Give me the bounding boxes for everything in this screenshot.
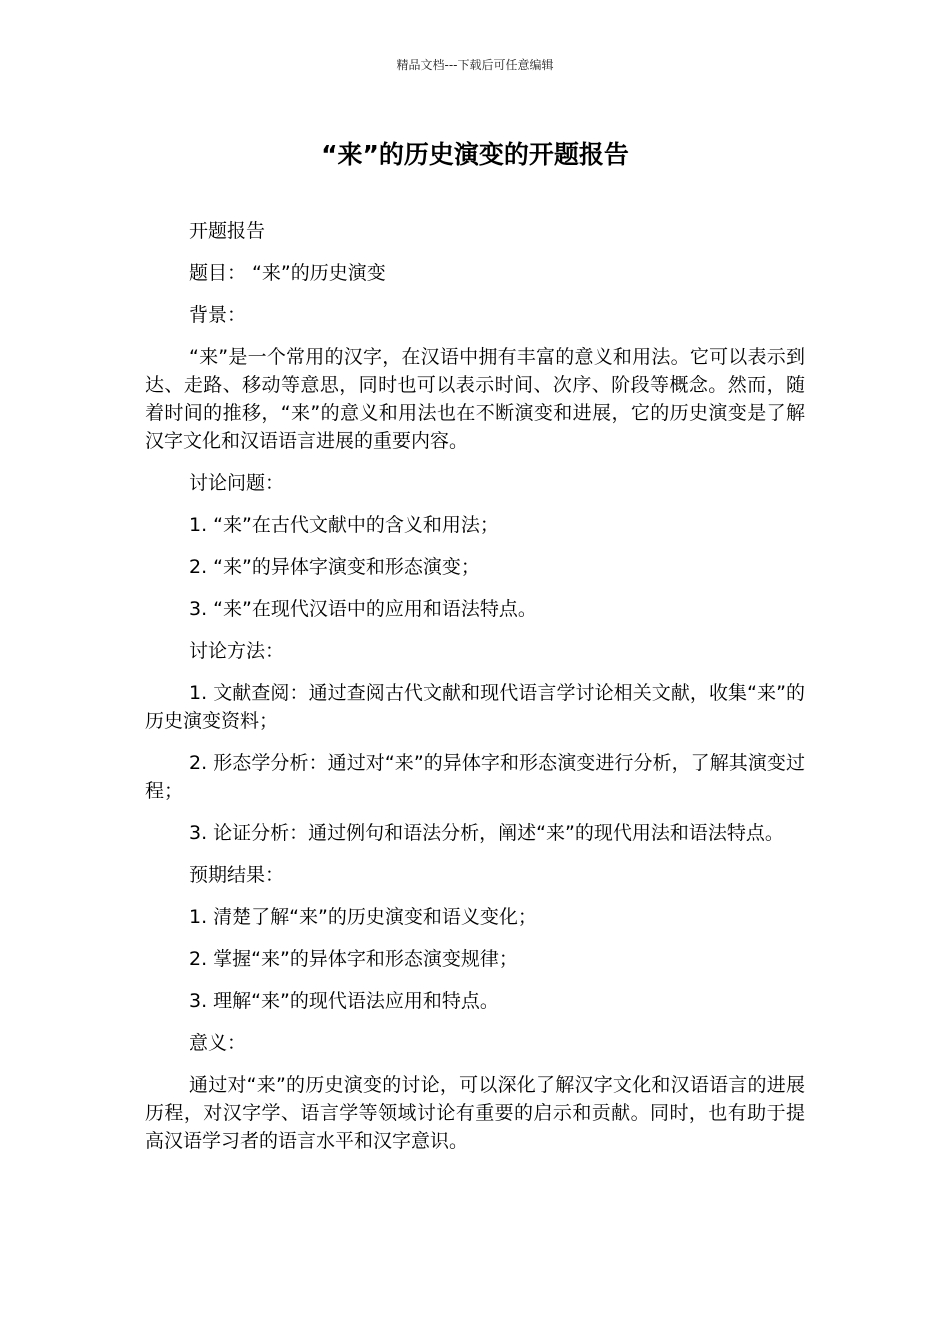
paragraph: 2. “来”的异体字演变和形态演变； <box>189 556 480 578</box>
paragraph: 1. 清楚了解“来”的历史演变和语义变化； <box>189 906 537 928</box>
document-title: “来”的历史演变的开题报告 <box>321 140 629 169</box>
paragraph: 2. 形态学分析：通过对“来”的异体字和形态演变进行分析，了解其演变过程； <box>145 752 805 802</box>
paragraph: 讨论方法： <box>189 640 285 662</box>
paragraph: 讨论问题： <box>189 472 285 494</box>
page-header: 精品文档---下载后可任意编辑 <box>396 58 554 72</box>
paragraph: 开题报告 <box>189 220 266 242</box>
paragraph: 通过对“来”的历史演变的讨论，可以深化了解汉字文化和汉语语言的进展历程，对汉字学、语言学等领域讨论有重要的启示和贡献。同时，也有助于提高汉语学习者的语言水平和汉字意识。 <box>145 1074 805 1152</box>
paragraph: 意义： <box>189 1032 247 1054</box>
paragraph: 背景： <box>189 304 247 326</box>
document-body <box>145 217 805 1169</box>
paragraph: 预期结果： <box>189 864 285 886</box>
paragraph: 3. “来”在现代汉语中的应用和语法特点。 <box>189 598 537 620</box>
paragraph: 1. 文献查阅：通过查阅古代文献和现代语言学讨论相关文献，收集“来”的历史演变资料； <box>145 682 805 732</box>
paragraph: 1. “来”在古代文献中的含义和用法； <box>189 514 499 536</box>
paragraph: 3. 理解“来”的现代语法应用和特点。 <box>189 990 499 1012</box>
paragraph: 3. 论证分析：通过例句和语法分析，阐述“来”的现代用法和语法特点。 <box>189 822 784 844</box>
paragraph: 2. 掌握“来”的异体字和形态演变规律； <box>189 948 518 970</box>
paragraph: 题目： “来”的历史演变 <box>189 262 386 284</box>
paragraph: “来”是一个常用的汉字，在汉语中拥有丰富的意义和用法。它可以表示到达、走路、移动等意思，同时也可以表示时间、次序、阶段等概念。然而，随着时间的推移，“来”的意义和用法也在不断演变和进展，它的历史演变是了解汉字文化和汉语语言进展的重要内容。 <box>145 346 805 452</box>
